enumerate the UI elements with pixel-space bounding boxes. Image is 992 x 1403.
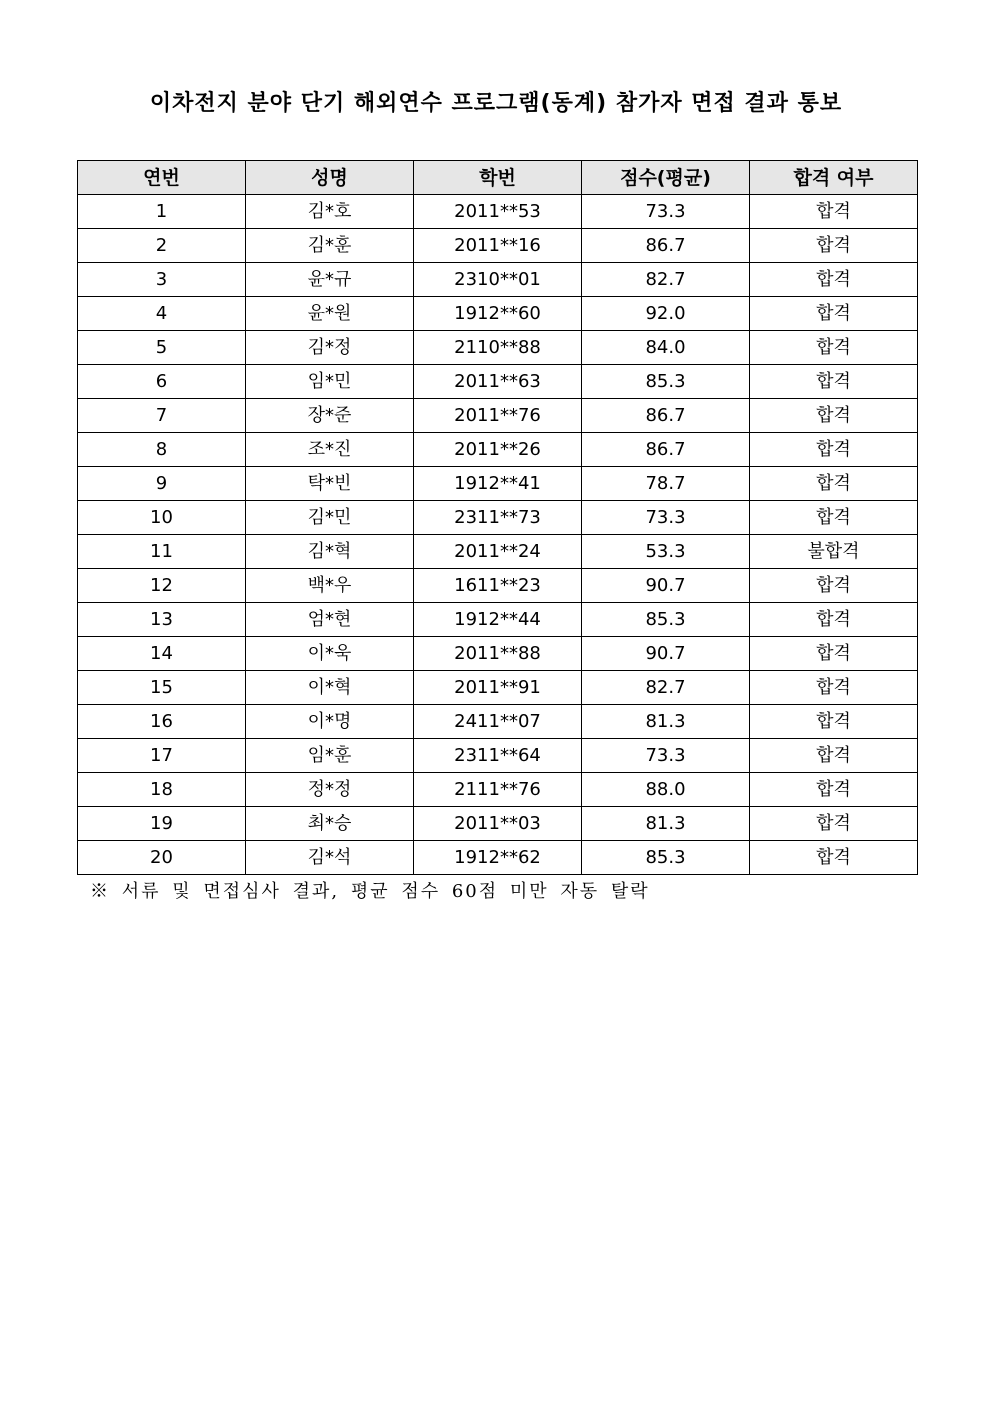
row-number: 1 [78,195,246,229]
table-row [78,297,918,331]
row-number: 14 [78,637,246,671]
row-number: 16 [78,705,246,739]
row-name: 이*명 [246,705,414,739]
row-score: 86.7 [582,433,750,467]
row-name: 윤*원 [246,297,414,331]
table-row [78,535,918,569]
row-score: 85.3 [582,365,750,399]
table-row [78,671,918,705]
row-name: 최*승 [246,807,414,841]
row-name: 임*민 [246,365,414,399]
row-number: 3 [78,263,246,297]
row-number: 13 [78,603,246,637]
row-number: 7 [78,399,246,433]
row-pass-status: 합격 [750,773,918,807]
row-pass-status: 합격 [750,807,918,841]
row-pass-status: 합격 [750,365,918,399]
table-row [78,263,918,297]
header-number: 연번 [78,161,246,195]
row-pass-status: 합격 [750,501,918,535]
row-score: 85.3 [582,841,750,875]
row-student-id: 1912**60 [414,297,582,331]
table-row [78,195,918,229]
row-student-id: 2011**63 [414,365,582,399]
header-name: 성명 [246,161,414,195]
row-number: 19 [78,807,246,841]
row-score: 81.3 [582,705,750,739]
table-row [78,433,918,467]
row-name: 김*정 [246,331,414,365]
row-name: 조*진 [246,433,414,467]
row-pass-status: 합격 [750,603,918,637]
row-name: 임*훈 [246,739,414,773]
row-student-id: 2011**16 [414,229,582,263]
row-name: 김*훈 [246,229,414,263]
row-score: 73.3 [582,739,750,773]
row-pass-status: 합격 [750,739,918,773]
row-student-id: 2311**64 [414,739,582,773]
table-row [78,705,918,739]
row-student-id: 1611**23 [414,569,582,603]
row-student-id: 1912**41 [414,467,582,501]
table-row [78,739,918,773]
row-score: 90.7 [582,569,750,603]
row-score: 88.0 [582,773,750,807]
row-score: 82.7 [582,263,750,297]
table-row [78,229,918,263]
row-student-id: 2011**91 [414,671,582,705]
row-score: 53.3 [582,535,750,569]
row-name: 탁*빈 [246,467,414,501]
row-student-id: 2310**01 [414,263,582,297]
row-student-id: 2011**76 [414,399,582,433]
row-number: 6 [78,365,246,399]
row-name: 이*혁 [246,671,414,705]
row-name: 김*석 [246,841,414,875]
row-number: 9 [78,467,246,501]
header-pass-status: 합격 여부 [750,161,918,195]
row-number: 15 [78,671,246,705]
footnote: ※ 서류 및 면접심사 결과, 평균 점수 60점 미만 자동 탈락 [90,881,650,902]
row-score: 82.7 [582,671,750,705]
row-student-id: 2411**07 [414,705,582,739]
row-student-id: 2011**88 [414,637,582,671]
table-header [78,161,918,195]
row-score: 81.3 [582,807,750,841]
row-score: 92.0 [582,297,750,331]
row-number: 8 [78,433,246,467]
results-table [77,160,918,875]
row-number: 10 [78,501,246,535]
row-number: 12 [78,569,246,603]
row-number: 20 [78,841,246,875]
row-pass-status: 합격 [750,433,918,467]
table-row [78,603,918,637]
row-score: 78.7 [582,467,750,501]
row-pass-status: 합격 [750,569,918,603]
row-pass-status: 합격 [750,705,918,739]
row-score: 86.7 [582,399,750,433]
row-number: 18 [78,773,246,807]
row-pass-status: 합격 [750,229,918,263]
row-name: 윤*규 [246,263,414,297]
table-body [78,195,918,875]
row-pass-status: 불합격 [750,535,918,569]
row-number: 11 [78,535,246,569]
row-score: 73.3 [582,501,750,535]
row-student-id: 2011**53 [414,195,582,229]
row-number: 5 [78,331,246,365]
row-pass-status: 합격 [750,399,918,433]
row-pass-status: 합격 [750,637,918,671]
table-row [78,501,918,535]
row-name: 이*욱 [246,637,414,671]
table-row [78,365,918,399]
row-name: 김*민 [246,501,414,535]
row-student-id: 2311**73 [414,501,582,535]
row-student-id: 2011**24 [414,535,582,569]
row-pass-status: 합격 [750,195,918,229]
row-student-id: 2110**88 [414,331,582,365]
row-student-id: 2011**26 [414,433,582,467]
header-row [78,161,918,195]
table-row [78,467,918,501]
row-pass-status: 합격 [750,841,918,875]
row-score: 85.3 [582,603,750,637]
row-name: 정*정 [246,773,414,807]
row-score: 90.7 [582,637,750,671]
table-row [78,331,918,365]
row-pass-status: 합격 [750,297,918,331]
row-name: 김*호 [246,195,414,229]
row-student-id: 1912**62 [414,841,582,875]
row-name: 엄*현 [246,603,414,637]
row-score: 84.0 [582,331,750,365]
header-student-id: 학번 [414,161,582,195]
row-pass-status: 합격 [750,467,918,501]
table-row [78,399,918,433]
row-pass-status: 합격 [750,671,918,705]
row-pass-status: 합격 [750,331,918,365]
table-row [78,569,918,603]
document-title: 이차전지 분야 단기 해외연수 프로그램(동계) 참가자 면접 결과 통보 [149,91,843,116]
table-row [78,637,918,671]
row-number: 2 [78,229,246,263]
row-score: 73.3 [582,195,750,229]
row-number: 4 [78,297,246,331]
row-name: 장*준 [246,399,414,433]
row-score: 86.7 [582,229,750,263]
header-score: 점수(평균) [582,161,750,195]
row-name: 김*혁 [246,535,414,569]
row-name: 백*우 [246,569,414,603]
row-pass-status: 합격 [750,263,918,297]
row-student-id: 2011**03 [414,807,582,841]
row-student-id: 1912**44 [414,603,582,637]
table-row [78,841,918,875]
row-student-id: 2111**76 [414,773,582,807]
table-row [78,773,918,807]
table-row [78,807,918,841]
row-number: 17 [78,739,246,773]
